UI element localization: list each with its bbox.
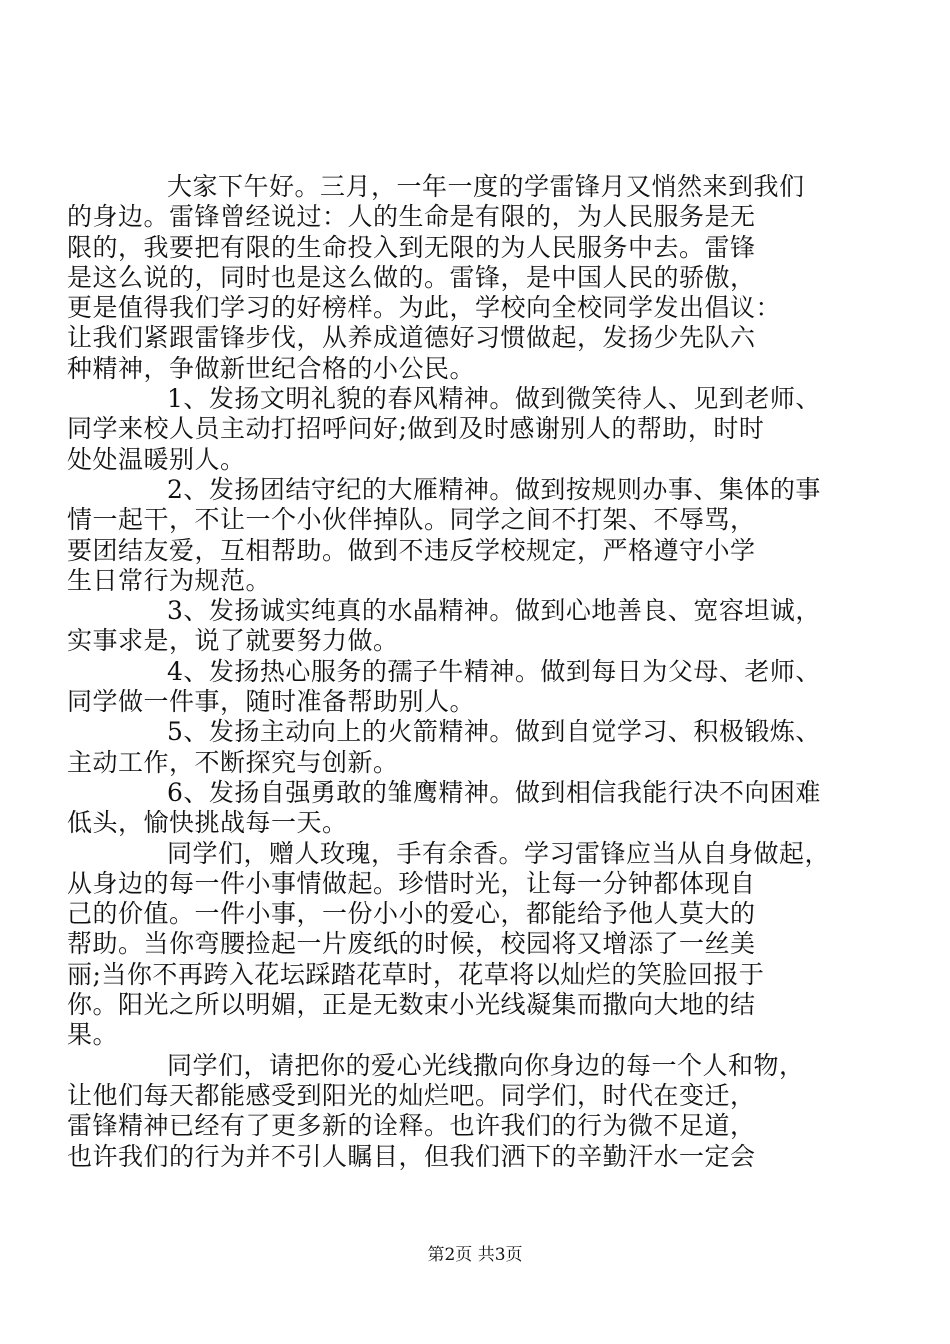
text-line: 同学们，赠人玫瑰，手有余香。学习雷锋应当从自身做起， xyxy=(167,838,831,868)
text-line: 雷锋精神已经有了更多新的诠释。也许我们的行为微不足道， xyxy=(67,1111,756,1141)
body-paragraph xyxy=(67,656,837,718)
page-footer: 第2页 共3页 xyxy=(427,1245,523,1265)
body-paragraph xyxy=(67,1050,837,1172)
text-line: 同学们，请把你的爱心光线撒向你身边的每一个人和物， xyxy=(167,1050,805,1080)
text-line: 6、发扬自强勇敢的雏鹰精神。做到相信我能行决不向困难 xyxy=(167,777,821,807)
body-paragraph xyxy=(67,717,837,778)
text-line: 限的，我要把有限的生命投入到无限的为人民服务中去。雷锋 xyxy=(67,232,756,262)
text-line: 1、发扬文明礼貌的春风精神。做到微笑待人、见到老师、 xyxy=(167,384,821,414)
text-line: 主动工作，不断探究与创新。 xyxy=(67,747,399,777)
text-line: 3、发扬诚实纯真的水晶精神。做到心地善良、宽容坦诚， xyxy=(167,596,821,626)
text-line: 生日常行为规范。 xyxy=(67,565,272,595)
text-line: 从身边的每一件小事情做起。珍惜时光，让每一分钟都体现自 xyxy=(67,868,756,898)
text-line: 更是值得我们学习的好榜样。为此，学校向全校同学发出倡议： xyxy=(67,293,782,323)
text-line: 大家下午好。三月，一年一度的学雷锋月又悄然来到我们 xyxy=(167,172,805,201)
text-line: 种精神，争做新世纪合格的小公民。 xyxy=(67,353,476,383)
text-line: 帮助。当你弯腰捡起一片废纸的时候，校园将又增添了一丝美 xyxy=(67,929,756,959)
body-paragraph xyxy=(67,777,837,839)
text-line: 同学来校人员主动打招呼问好;做到及时感谢别人的帮助，时时 xyxy=(67,414,765,444)
body-paragraph xyxy=(67,172,837,384)
body-paragraph xyxy=(67,384,837,475)
text-line: 果。 xyxy=(67,1020,119,1050)
text-line: 5、发扬主动向上的火箭精神。做到自觉学习、积极锻炼、 xyxy=(167,717,821,747)
text-line: 也许我们的行为并不引人瞩目，但我们洒下的辛勤汗水一定会 xyxy=(67,1141,756,1171)
body-paragraph xyxy=(67,596,837,657)
text-line: 实事求是，说了就要努力做。 xyxy=(67,626,399,656)
document-body xyxy=(67,172,837,1172)
text-line: 己的价值。一件小事，一份小小的爱心，都能给予他人莫大的 xyxy=(67,899,756,929)
text-line: 4、发扬热心服务的孺子牛精神。做到每日为父母、老师、 xyxy=(167,656,821,686)
body-paragraph xyxy=(67,474,837,596)
text-line: 同学做一件事，随时准备帮助别人。 xyxy=(67,687,476,717)
text-line: 让他们每天都能感受到阳光的灿烂吧。同学们，时代在变迁， xyxy=(67,1080,756,1110)
text-line: 你。阳光之所以明媚，正是无数束小光线凝集而撒向大地的结 xyxy=(67,990,756,1020)
text-line: 的身边。雷锋曾经说过：人的生命是有限的，为人民服务是无 xyxy=(67,202,756,232)
body-paragraph xyxy=(67,838,837,1051)
text-line: 让我们紧跟雷锋步伐，从养成道德好习惯做起，发扬少先队六 xyxy=(67,323,756,353)
text-line: 丽;当你不再跨入花坛踩踏花草时，花草将以灿烂的笑脸回报于 xyxy=(67,959,765,989)
text-line: 是这么说的，同时也是这么做的。雷锋，是中国人民的骄傲， xyxy=(67,262,756,292)
text-line: 情一起干，不让一个小伙伴掉队。同学之间不打架、不辱骂， xyxy=(67,505,756,535)
text-line: 低头，愉快挑战每一天。 xyxy=(67,808,348,838)
text-line: 处处温暖别人。 xyxy=(67,444,246,474)
text-line: 2、发扬团结守纪的大雁精神。做到按规则办事、集体的事 xyxy=(167,474,821,504)
text-line: 要团结友爱，互相帮助。做到不违反学校规定，严格遵守小学 xyxy=(67,535,756,565)
